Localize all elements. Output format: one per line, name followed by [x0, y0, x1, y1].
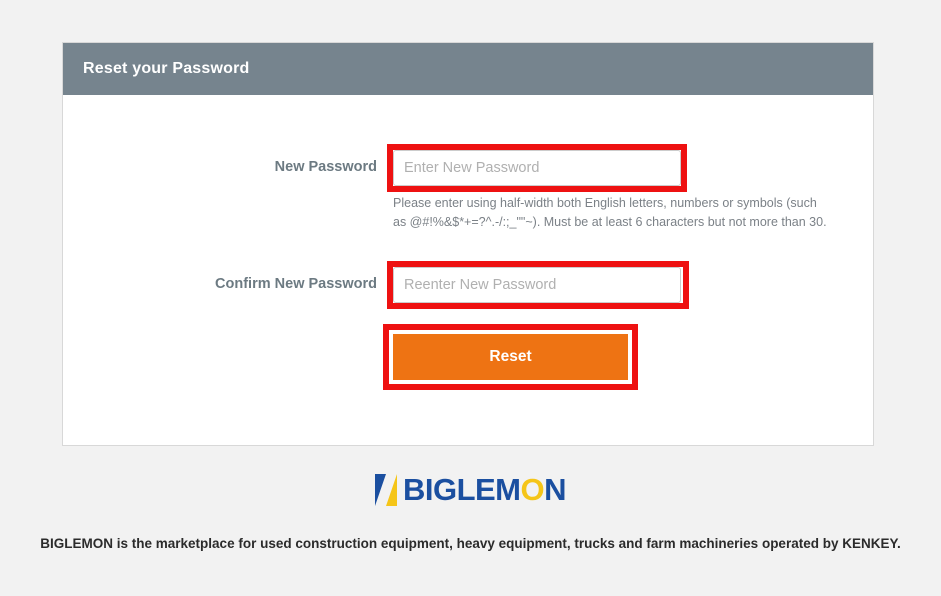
confirm-password-label: Confirm New Password: [215, 276, 377, 292]
logo-text-primary: BIGLEM: [402, 472, 521, 507]
logo-text-accent: O: [520, 472, 545, 507]
confirm-password-field-wrap: [393, 267, 833, 303]
new-password-input[interactable]: [393, 150, 681, 186]
card-body: [63, 95, 873, 445]
form-row-new-password: [63, 150, 873, 233]
footer-note: BIGLEMON is the marketplace for used construction equipment, heavy equipment, trucks and farm machineries operated by KENKEY.: [40, 536, 901, 551]
card-header: [63, 43, 873, 95]
reset-button[interactable]: Reset: [393, 334, 628, 380]
page-title: Reset your Password: [83, 60, 250, 77]
biglemon-logo: [375, 472, 566, 508]
form-row-confirm-password: [63, 267, 873, 303]
password-helper-text: Please enter using half-width both English letters, numbers or symbols (such as @#!%&$*+=?^.-/:;_""~). Must be at least 6 characters but not more than 30.: [393, 196, 827, 230]
biglemon-mark-icon: [375, 474, 397, 506]
logo-text-suffix: N: [544, 472, 567, 507]
logo-wordmark: [403, 472, 566, 508]
submit-spacer: [63, 334, 393, 380]
new-password-label: New Password: [274, 159, 377, 175]
reset-password-card: [62, 42, 874, 446]
form-row-submit: [63, 334, 873, 380]
submit-button-wrap: [393, 334, 693, 380]
new-password-field-wrap: [393, 150, 833, 233]
confirm-password-input[interactable]: [393, 267, 681, 303]
brand-logo-area: [0, 472, 941, 511]
